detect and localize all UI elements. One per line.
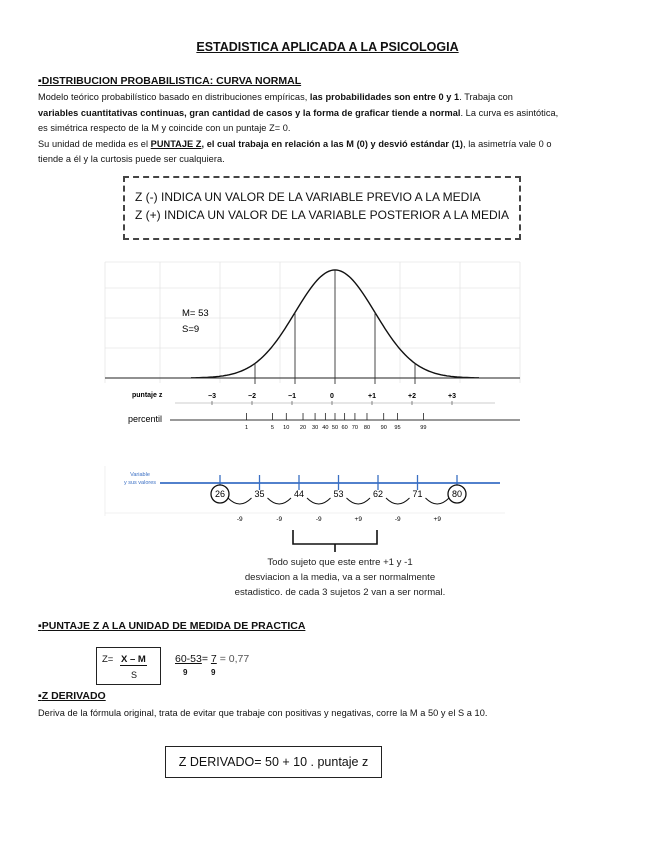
text: . La curva es asintótica, (460, 107, 559, 118)
bold-text: las probabilidades son entre 0 y 1 (309, 92, 460, 102)
text: Su unidad de medida es el (38, 138, 151, 149)
paragraph-line (38, 137, 558, 153)
step-label: -9 (236, 516, 243, 523)
percentil-tick-label: 20 (299, 425, 307, 431)
page-title: ESTADISTICA APLICADA A LA PSICOLOGIA (196, 40, 459, 54)
z-tick-label: +2 (408, 393, 416, 400)
percentil-tick-label: 1 (245, 425, 249, 431)
percentil-tick-label: 30 (311, 425, 319, 431)
percentil-tick-label: 50 (331, 425, 339, 431)
sd-label: S=9 (182, 324, 200, 335)
z-negative-note: Z (-) INDICA UN VALOR DE LA VARIABLE PREVIO A LA MEDIA (135, 190, 481, 204)
section-heading-puntaje-z (38, 620, 305, 632)
percentil-tick-label: 5 (270, 425, 275, 431)
paragraph-line: tiende a él y la curtosis puede ser cualquiera. (38, 154, 225, 164)
equals: = (201, 653, 208, 665)
example-fraction: 7 (210, 653, 217, 665)
variable-value: 62 (372, 489, 384, 499)
variable-value: 80 (451, 489, 463, 499)
variable-value: 26 (214, 489, 226, 499)
heading-text: DISTRIBUCION PROBABILISTICA: CURVA NORMAL (41, 75, 302, 87)
step-arc (228, 498, 252, 504)
heading-text: Z DERIVADO (41, 690, 106, 702)
normal-range-note (190, 555, 490, 600)
example-denominator-2: 9 (211, 668, 216, 677)
text: . Trabaja con (459, 92, 513, 102)
example-result: = 0,77 (219, 653, 250, 665)
z-tick-label: +1 (368, 393, 376, 400)
bold-text: , el cual trabaja en relación a las M (0) y desvió estándar (1) (201, 138, 464, 149)
z-derivado-text: Deriva de la fórmula original, trata de evitar que trabaje con positivas y negativas, corre la M a 50 y el S a 10. (38, 708, 488, 718)
section-heading-z-derivado (38, 690, 106, 702)
section-heading-curva-normal (38, 75, 301, 87)
example-numerator: 60-53 (175, 653, 202, 665)
z-tick-label: −2 (248, 393, 256, 400)
z-example (175, 653, 249, 665)
bold-text: variables cuantitativas continuas, gran cantidad de casos y la forma de graficar tiende a normal (38, 107, 461, 118)
z-positive-note: Z (+) INDICA UN VALOR DE LA VARIABLE POSTERIOR A LA MEDIA (135, 208, 509, 222)
step-arc (268, 498, 292, 504)
z-tick-label: −3 (208, 393, 216, 400)
formula-numerator: X – M (121, 654, 146, 665)
grid (105, 262, 520, 383)
heading-text: PUNTAJE Z A LA UNIDAD DE MEDIDA DE PRACTICA (41, 620, 306, 632)
z-tick-label: +3 (448, 393, 456, 400)
variable-value: 35 (254, 489, 265, 499)
percentil-label: percentil (128, 414, 163, 424)
step-arc (347, 498, 371, 504)
percentil-ticks (245, 413, 426, 431)
normal-curve-figure (100, 258, 530, 438)
bullet: ▪ (38, 75, 42, 87)
percentil-tick-label: 70 (351, 425, 359, 431)
percentil-tick-label: 60 (341, 425, 348, 431)
bullet: ▪ (38, 690, 42, 702)
z-formula-box (96, 647, 161, 685)
step-label: -9 (276, 516, 283, 523)
bold-underlined-text: PUNTAJE Z (150, 138, 202, 149)
paragraph-curva-normal (38, 90, 558, 168)
variable-legend-2: y sus valores (123, 480, 157, 486)
percentil-tick-label: 95 (394, 425, 401, 431)
mean-label: M= 53 (182, 308, 209, 319)
step-label: -9 (315, 516, 322, 523)
variable-value: 44 (293, 489, 305, 499)
text: , la asimetría vale 0 o (463, 138, 552, 149)
paragraph-line (38, 106, 558, 122)
example-denominator-1: 9 (183, 668, 188, 677)
step-arc (386, 498, 410, 504)
step-label: +9 (354, 516, 362, 523)
step-labels (228, 498, 449, 523)
bracket (290, 528, 380, 554)
step-arc (307, 498, 331, 504)
step-label: +9 (433, 516, 441, 523)
note-line: Todo sujeto que este entre +1 y -1 (267, 557, 413, 568)
percentil-tick-label: 10 (283, 425, 290, 431)
variable-value: 53 (333, 489, 344, 499)
percentil-tick-label: 80 (363, 425, 371, 431)
formula-denominator: S (131, 670, 138, 680)
percentil-tick-label: 90 (380, 425, 387, 431)
z-equals: Z= (102, 654, 114, 665)
grid (105, 466, 505, 516)
z-sign-note-box (123, 176, 521, 240)
z-derivado-formula: Z DERIVADO= 50 + 10 . puntaje z (165, 746, 382, 778)
z-tick-label: 0 (330, 393, 334, 400)
step-arc (426, 498, 450, 504)
note-line: desviacion a la media, va a ser normalmente (244, 572, 436, 583)
percentil-tick-label: 40 (322, 425, 329, 431)
paragraph-line: es simétrica respecto de la M y coincide con un puntaje Z= 0. (38, 123, 291, 133)
text: Modelo teórico probabilístico basado en distribuciones empíricas, (38, 92, 310, 102)
number-line-figure (100, 466, 510, 526)
bullet: ▪ (38, 620, 42, 632)
note-line: estadistico. de cada 3 sujetos 2 van a ser normal. (234, 587, 446, 598)
paragraph-line (38, 90, 558, 106)
puntaje-z-label: puntaje z (132, 392, 163, 399)
bracket-shape (293, 530, 377, 544)
z-tick-label: −1 (288, 393, 296, 400)
step-label: -9 (394, 516, 401, 523)
variable-value: 71 (412, 489, 423, 499)
percentil-tick-label: 99 (420, 425, 427, 431)
sd-lines (255, 270, 415, 384)
variable-legend-1: Variable (130, 472, 150, 478)
